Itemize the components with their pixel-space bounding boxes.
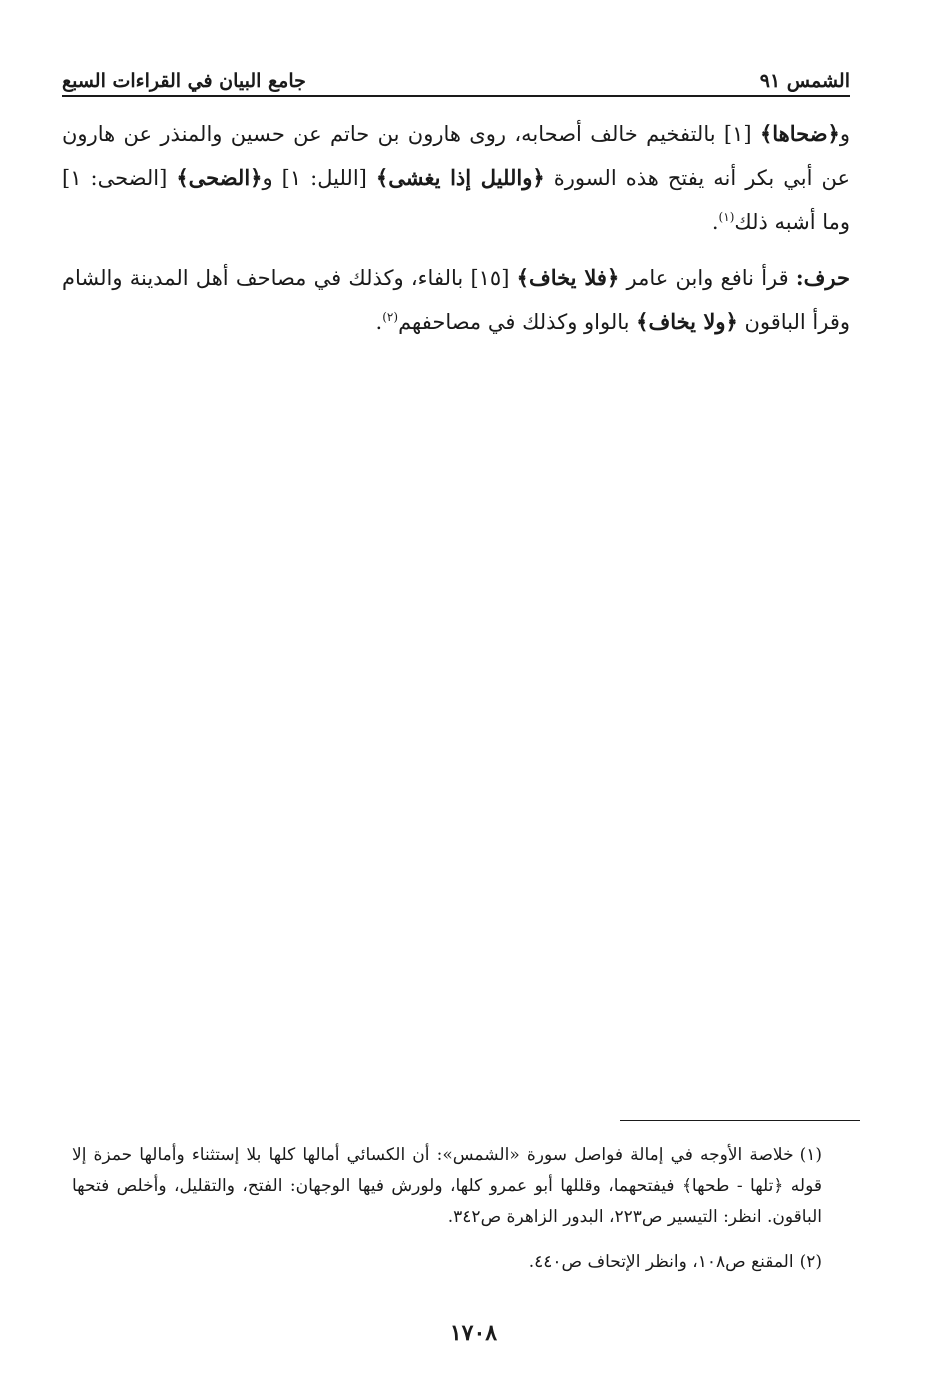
text-run: . — [711, 210, 719, 234]
quran-quote: ﴿فلا يخاف﴾ — [516, 265, 620, 290]
footnote-2 — [72, 1247, 822, 1278]
footnote-number: (٢) — [799, 1252, 822, 1272]
text-run: قرأ نافع وابن عامر — [619, 266, 796, 290]
main-text — [62, 112, 850, 344]
footnote-number: (١) — [799, 1145, 822, 1165]
paragraph-1 — [62, 112, 850, 244]
footnote-ref-1: (١) — [718, 210, 735, 224]
quran-quote: ﴿والليل إذا يغشى﴾ — [375, 165, 545, 190]
header-divider — [62, 95, 850, 97]
chapter-heading: الشمس ٩١ — [759, 70, 850, 92]
footnote-1 — [72, 1140, 822, 1233]
quran-quote: ﴿ولا يخاف﴾ — [636, 309, 738, 334]
text-run: بالواو وكذلك في مصاحفهم — [398, 310, 637, 334]
text-run: و — [839, 122, 850, 146]
page-number: ١٧٠٨ — [449, 1320, 498, 1346]
footnote-ref-2: (٢) — [382, 310, 399, 324]
text-run: [الليل: ١] و — [262, 166, 376, 190]
text-run: . — [375, 310, 383, 334]
footnote-separator — [620, 1120, 860, 1121]
quran-quote: ﴿ضحاها﴾ — [759, 121, 840, 146]
paragraph-2 — [62, 256, 850, 344]
text-run: [الضحى: ١] وما أشبه ذلك — [62, 166, 850, 234]
text-run: [١٥] بالفاء، وكذلك في مصاحف أهل المدينة والشام وقرأ الباقون — [62, 266, 850, 334]
footnote-text: خلاصة الأوجه في إمالة فواصل سورة «الشمس»: أن الكسائي أمالها كلها بلا إستثناء وأمالها حمزة إلا قوله ﴿تلها - طحها﴾ فيفتحهما، وقللها أبو عمرو كلها، ولورش فيها الوجهان: الفتح، والتقليل، وأخلص فتحها الباقون. انظر: التيسير ص٢٢٣، البدور الزاهرة ص٣٤٢. — [72, 1145, 822, 1227]
footnote-text: المقنع ص١٠٨، وانظر الإتحاف ص٤٤٠. — [528, 1252, 794, 1272]
text-run: [١] بالتفخيم خالف أصحابه، روى هارون بن حاتم عن حسين والمنذر عن هارون عن أبي بكر أنه يفتح هذه السورة — [62, 122, 851, 190]
book-title: جامع البيان في القراءات السبع — [62, 70, 306, 92]
harf-label: حرف: — [795, 265, 850, 290]
running-header — [62, 58, 850, 92]
quran-quote: ﴿الضحى﴾ — [176, 165, 263, 190]
footnotes — [72, 1140, 822, 1278]
